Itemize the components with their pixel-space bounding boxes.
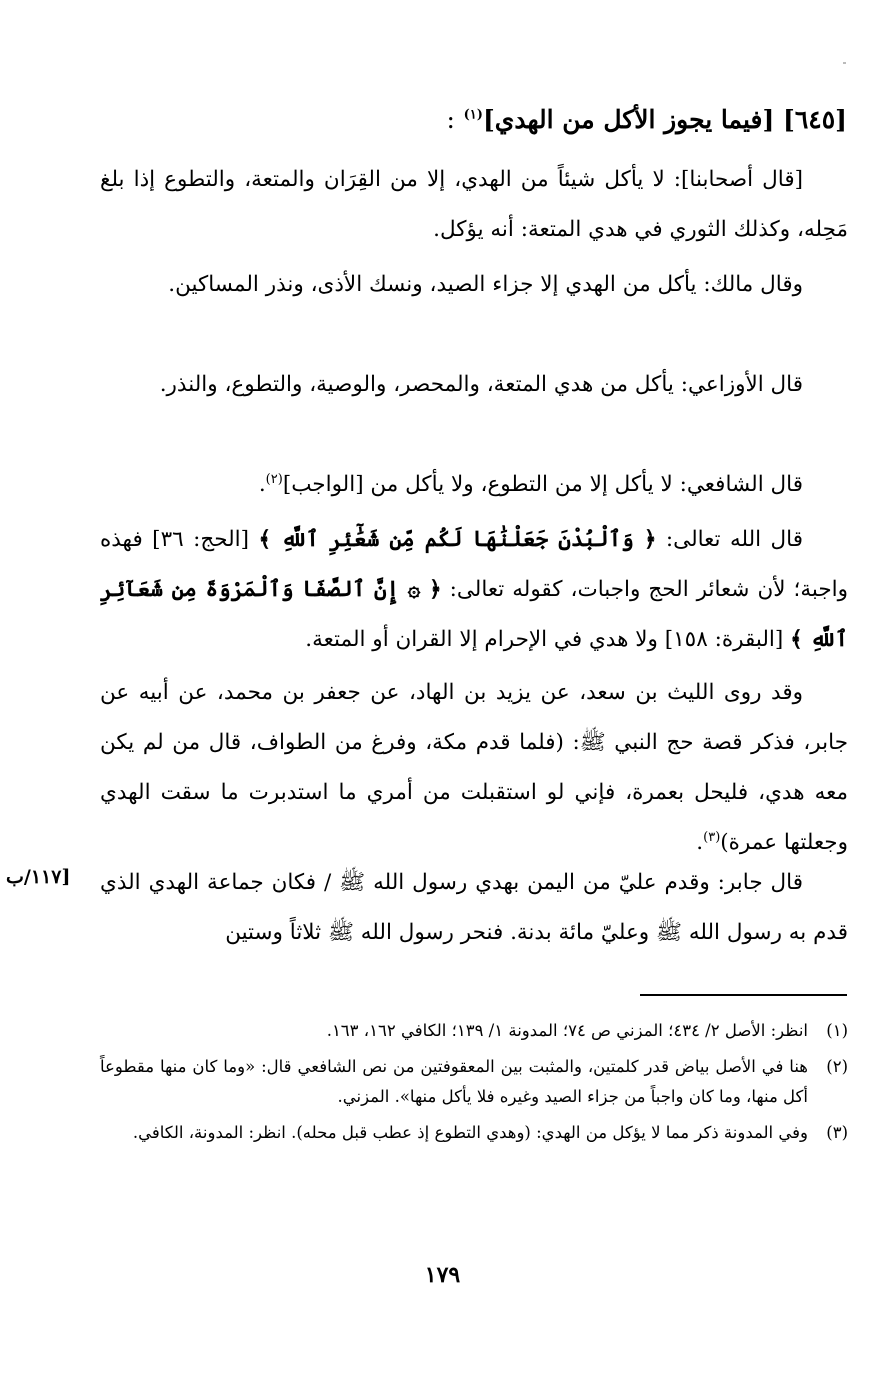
section-title: [فيما يجوز الأكل من الهدي]: [482, 105, 775, 134]
paragraph-layth-narration: [100, 668, 848, 868]
paragraph-jabir: قال جابر: وقدم عليّ من اليمن بهدي رسول الله ﷺ / فكان جماعة الهدي الذي قدم به رسول الله ﷺ وعليّ مائة بدنة. فنحر رسول الله ﷺ ثلاثاً وستين: [100, 870, 848, 945]
evidence-intro: قال الله تعالى:: [656, 527, 804, 552]
section-heading: [87, 100, 847, 140]
paragraph-malik: وقال مالك: يأكل من الهدي إلا جزاء الصيد، ونسك الأذى، ونذر المساكين.: [168, 272, 803, 297]
paragraph-quran-evidence: [100, 515, 848, 665]
footnote-text: هنا في الأصل بياض قدر كلمتين، والمثبت بين المعقوفتين من نص الشافعي قال: «وما كان منها مقطوعاً أكل منها، وما كان واجباً من جزاء الصيد وغيره فلا يأكل منها». المزني.: [100, 1057, 808, 1106]
scan-speck: [843, 62, 846, 64]
paragraph-shafii: [100, 460, 848, 510]
footnote-ref-1: (١): [463, 107, 483, 123]
paragraph-companions: [قال أصحابنا]: لا يأكل شيئاً من الهدي، إلا من القِرَان والمتعة، والتطوع إذا بلغ مَحِله، وكذلك الثوري في هدي المتعة: أنه يؤكل.: [100, 167, 848, 242]
footnote-item: [100, 1016, 848, 1046]
narration-text: وقد روى الليث بن سعد، عن يزيد بن الهاد، عن جعفر بن محمد، عن أبيه عن جابر، فذكر قصة حج النبي ﷺ: (فلما قدم مكة، وفرغ من الطواف، قال من لم يكن معه هدي، فليحل بعمرة، فإني لو استقبلت من أمري ما استدبرت ما سقت الهدي وجعلتها عمرة): [100, 680, 848, 855]
evidence-end: [البقرة: ١٥٨] ولا هدي في الإحرام إلا القران أو المتعة.: [305, 627, 791, 652]
section-number: [٦٤٥]: [783, 105, 847, 134]
footnote-number: (١): [826, 1021, 848, 1040]
page-number: ١٧٩: [424, 1262, 461, 1288]
footnote-item: [100, 1118, 848, 1148]
quran-verse-baqarah: ﴿ ۞ إِنَّ ٱلصَّفَا وَٱلْمَرْوَةَ مِن شَعَآئِرِ ٱللَّهِ ﴾: [100, 577, 848, 652]
paragraph-awzai: قال الأوزاعي: يأكل من هدي المتعة، والمحصر، والوصية، والتطوع، والنذر.: [159, 372, 803, 397]
footnotes: [100, 1016, 848, 1154]
manuscript-folio-marker: [١١٧/ب: [6, 866, 71, 888]
footnote-text: وفي المدونة ذكر مما لا يؤكل من الهدي: (وهدي التطوع إذ عطب قبل محله). انظر: المدونة، الكافي.: [132, 1123, 808, 1142]
quran-verse-hajj: ﴿ وَٱلْبُدْنَ جَعَلْنَٰهَا لَكُم مِّن شَعَٰٓئِرِ ٱللَّهِ ﴾: [258, 527, 657, 552]
footnote-ref-3: (٣): [703, 829, 721, 845]
heading-colon: :: [446, 105, 455, 134]
footnote-separator: [640, 994, 847, 996]
narration-end: .: [696, 830, 704, 855]
shafii-text: قال الشافعي: لا يأكل إلا من التطوع، ولا يأكل من [الواجب]: [282, 472, 803, 497]
footnote-ref-2: (٢): [265, 471, 283, 487]
footnote-number: (٣): [826, 1123, 848, 1142]
footnote-text: انظر: الأصل ٢/ ٤٣٤؛ المزني ص ٧٤؛ المدونة ١/ ١٣٩؛ الكافي ١٦٢، ١٦٣.: [326, 1021, 808, 1040]
shafii-end: .: [258, 472, 266, 497]
evidence-middle: [الحج: ٣٦] فهذه واجبة؛ لأن شعائر الحج واجبات، كقوله تعالى:: [100, 527, 848, 602]
footnote-item: [100, 1052, 848, 1112]
footnote-number: (٢): [826, 1057, 848, 1076]
